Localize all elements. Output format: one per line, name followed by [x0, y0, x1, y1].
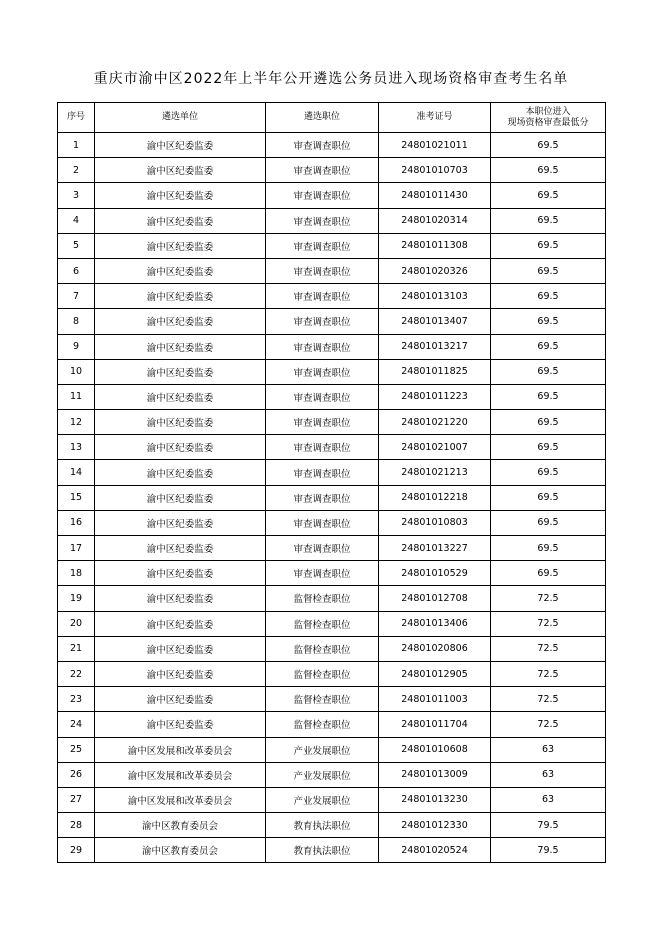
- cell-position: 审查调查职位: [266, 158, 379, 183]
- cell-unit: 渝中区纪委监委: [95, 712, 266, 737]
- cell-unit: 渝中区纪委监委: [95, 460, 266, 485]
- header-score-line2: 现场资格审查最低分: [507, 117, 589, 128]
- header-row: [58, 103, 606, 133]
- cell-score: 69.5: [491, 435, 606, 460]
- cell-ticket: 24801010529: [379, 561, 491, 586]
- cell-position: 审查调查职位: [266, 334, 379, 359]
- cell-score: 69.5: [491, 208, 606, 233]
- cell-unit: 渝中区纪委监委: [95, 233, 266, 258]
- document-title: 重庆市渝中区2022年上半年公开遴选公务员进入现场资格审查考生名单: [93, 71, 569, 87]
- cell-position: 监督检查职位: [266, 687, 379, 712]
- table-row: [58, 183, 606, 208]
- cell-ticket: 24801021220: [379, 410, 491, 435]
- cell-score: 72.5: [491, 586, 606, 611]
- cell-position: 监督检查职位: [266, 712, 379, 737]
- cell-seq: 21: [58, 636, 95, 661]
- table-row: [58, 435, 606, 460]
- cell-ticket: 24801013217: [379, 334, 491, 359]
- cell-ticket: 24801020314: [379, 208, 491, 233]
- cell-score: 63: [491, 737, 606, 762]
- table-row: [58, 208, 606, 233]
- cell-score: 72.5: [491, 687, 606, 712]
- cell-unit: 渝中区纪委监委: [95, 435, 266, 460]
- cell-unit: 渝中区纪委监委: [95, 561, 266, 586]
- cell-position: 审查调查职位: [266, 561, 379, 586]
- cell-score: 69.5: [491, 334, 606, 359]
- cell-ticket: 24801010703: [379, 158, 491, 183]
- cell-seq: 11: [58, 384, 95, 409]
- cell-unit: 渝中区纪委监委: [95, 611, 266, 636]
- cell-ticket: 24801013103: [379, 284, 491, 309]
- cell-unit: 渝中区纪委监委: [95, 284, 266, 309]
- cell-score: 69.5: [491, 359, 606, 384]
- cell-ticket: 24801020806: [379, 636, 491, 661]
- cell-seq: 15: [58, 485, 95, 510]
- table-row: [58, 712, 606, 737]
- cell-position: 审查调查职位: [266, 384, 379, 409]
- table-row: [58, 510, 606, 535]
- cell-position: 监督检查职位: [266, 611, 379, 636]
- cell-ticket: 24801011223: [379, 384, 491, 409]
- cell-ticket: 24801011430: [379, 183, 491, 208]
- cell-ticket: 24801012330: [379, 813, 491, 838]
- cell-unit: 渝中区纪委监委: [95, 636, 266, 661]
- cell-score: 79.5: [491, 838, 606, 863]
- cell-position: 审查调查职位: [266, 233, 379, 258]
- cell-position: 审查调查职位: [266, 258, 379, 283]
- cell-score: 69.5: [491, 183, 606, 208]
- cell-unit: 渝中区纪委监委: [95, 661, 266, 686]
- cell-seq: 14: [58, 460, 95, 485]
- cell-ticket: 24801012905: [379, 661, 491, 686]
- cell-unit: 渝中区纪委监委: [95, 384, 266, 409]
- cell-seq: 9: [58, 334, 95, 359]
- cell-position: 产业发展职位: [266, 737, 379, 762]
- table-row: [58, 309, 606, 334]
- cell-ticket: 24801012708: [379, 586, 491, 611]
- cell-seq: 26: [58, 762, 95, 787]
- cell-unit: 渝中区纪委监委: [95, 485, 266, 510]
- cell-seq: 29: [58, 838, 95, 863]
- table-row: [58, 661, 606, 686]
- table-row: [58, 233, 606, 258]
- cell-unit: 渝中区纪委监委: [95, 208, 266, 233]
- cell-seq: 13: [58, 435, 95, 460]
- cell-seq: 3: [58, 183, 95, 208]
- cell-position: 审查调查职位: [266, 359, 379, 384]
- cell-position: 教育执法职位: [266, 813, 379, 838]
- table-row: [58, 737, 606, 762]
- cell-unit: 渝中区纪委监委: [95, 258, 266, 283]
- cell-seq: 22: [58, 661, 95, 686]
- cell-position: 审查调查职位: [266, 510, 379, 535]
- header-seq: 序号: [58, 103, 95, 133]
- cell-unit: 渝中区教育委员会: [95, 813, 266, 838]
- cell-ticket: 24801021007: [379, 435, 491, 460]
- cell-seq: 18: [58, 561, 95, 586]
- cell-position: 监督检查职位: [266, 586, 379, 611]
- cell-unit: 渝中区纪委监委: [95, 359, 266, 384]
- cell-unit: 渝中区发展和改革委员会: [95, 762, 266, 787]
- cell-unit: 渝中区纪委监委: [95, 133, 266, 158]
- cell-position: 审查调查职位: [266, 208, 379, 233]
- cell-ticket: 24801011308: [379, 233, 491, 258]
- table-row: [58, 687, 606, 712]
- cell-seq: 1: [58, 133, 95, 158]
- table-row: [58, 133, 606, 158]
- header-position: 遴选职位: [266, 103, 379, 133]
- table-row: [58, 359, 606, 384]
- cell-score: 69.5: [491, 536, 606, 561]
- table-row: [58, 158, 606, 183]
- table-row: [58, 838, 606, 863]
- table-row: [58, 813, 606, 838]
- cell-seq: 17: [58, 536, 95, 561]
- cell-seq: 19: [58, 586, 95, 611]
- cell-score: 72.5: [491, 611, 606, 636]
- cell-position: 教育执法职位: [266, 838, 379, 863]
- cell-unit: 渝中区纪委监委: [95, 309, 266, 334]
- cell-unit: 渝中区教育委员会: [95, 838, 266, 863]
- cell-ticket: 24801021011: [379, 133, 491, 158]
- cell-position: 审查调查职位: [266, 485, 379, 510]
- cell-unit: 渝中区纪委监委: [95, 158, 266, 183]
- header-score: [491, 103, 606, 133]
- cell-seq: 25: [58, 737, 95, 762]
- cell-position: 审查调查职位: [266, 435, 379, 460]
- cell-seq: 7: [58, 284, 95, 309]
- cell-seq: 20: [58, 611, 95, 636]
- cell-seq: 6: [58, 258, 95, 283]
- cell-seq: 10: [58, 359, 95, 384]
- header-ticket: 准考证号: [379, 103, 491, 133]
- cell-ticket: 24801011003: [379, 687, 491, 712]
- cell-position: 产业发展职位: [266, 762, 379, 787]
- header-unit: 遴选单位: [95, 103, 266, 133]
- cell-position: 审查调查职位: [266, 536, 379, 561]
- cell-score: 69.5: [491, 233, 606, 258]
- cell-seq: 2: [58, 158, 95, 183]
- table-row: [58, 536, 606, 561]
- cell-ticket: 24801011825: [379, 359, 491, 384]
- table-row: [58, 636, 606, 661]
- table-row: [58, 384, 606, 409]
- cell-unit: 渝中区纪委监委: [95, 410, 266, 435]
- cell-score: 69.5: [491, 485, 606, 510]
- table-row: [58, 787, 606, 812]
- cell-unit: 渝中区纪委监委: [95, 334, 266, 359]
- cell-ticket: 24801010608: [379, 737, 491, 762]
- cell-score: 69.5: [491, 410, 606, 435]
- cell-score: 72.5: [491, 661, 606, 686]
- cell-seq: 27: [58, 787, 95, 812]
- cell-score: 69.5: [491, 561, 606, 586]
- cell-position: 审查调查职位: [266, 309, 379, 334]
- cell-ticket: 24801020524: [379, 838, 491, 863]
- cell-score: 69.5: [491, 158, 606, 183]
- cell-score: 79.5: [491, 813, 606, 838]
- cell-score: 69.5: [491, 258, 606, 283]
- cell-ticket: 24801013407: [379, 309, 491, 334]
- table-row: [58, 334, 606, 359]
- cell-score: 69.5: [491, 384, 606, 409]
- cell-score: 72.5: [491, 712, 606, 737]
- cell-seq: 8: [58, 309, 95, 334]
- cell-score: 69.5: [491, 284, 606, 309]
- cell-position: 审查调查职位: [266, 133, 379, 158]
- cell-position: 审查调查职位: [266, 284, 379, 309]
- cell-score: 69.5: [491, 309, 606, 334]
- cell-position: 审查调查职位: [266, 183, 379, 208]
- header-score-line1: 本职位进入: [525, 106, 571, 117]
- cell-seq: 12: [58, 410, 95, 435]
- cell-score: 72.5: [491, 636, 606, 661]
- cell-ticket: 24801011704: [379, 712, 491, 737]
- cell-ticket: 24801013406: [379, 611, 491, 636]
- cell-seq: 16: [58, 510, 95, 535]
- cell-unit: 渝中区纪委监委: [95, 687, 266, 712]
- table-row: [58, 410, 606, 435]
- cell-score: 63: [491, 787, 606, 812]
- cell-ticket: 24801013009: [379, 762, 491, 787]
- cell-unit: 渝中区发展和改革委员会: [95, 737, 266, 762]
- table-row: [58, 284, 606, 309]
- table-row: [58, 762, 606, 787]
- cell-score: 69.5: [491, 133, 606, 158]
- cell-ticket: 24801013227: [379, 536, 491, 561]
- cell-position: 审查调查职位: [266, 460, 379, 485]
- cell-seq: 23: [58, 687, 95, 712]
- cell-position: 监督检查职位: [266, 661, 379, 686]
- cell-ticket: 24801010803: [379, 510, 491, 535]
- cell-position: 审查调查职位: [266, 410, 379, 435]
- table-row: [58, 561, 606, 586]
- table-row: [58, 611, 606, 636]
- cell-position: 监督检查职位: [266, 636, 379, 661]
- cell-unit: 渝中区纪委监委: [95, 536, 266, 561]
- cell-ticket: 24801012218: [379, 485, 491, 510]
- cell-unit: 渝中区发展和改革委员会: [95, 787, 266, 812]
- cell-position: 产业发展职位: [266, 787, 379, 812]
- cell-seq: 24: [58, 712, 95, 737]
- table-row: [58, 460, 606, 485]
- cell-seq: 4: [58, 208, 95, 233]
- cell-ticket: 24801013230: [379, 787, 491, 812]
- cell-seq: 5: [58, 233, 95, 258]
- candidate-table: [57, 102, 606, 863]
- table-row: [58, 258, 606, 283]
- cell-score: 69.5: [491, 510, 606, 535]
- cell-unit: 渝中区纪委监委: [95, 586, 266, 611]
- table-row: [58, 485, 606, 510]
- cell-ticket: 24801021213: [379, 460, 491, 485]
- cell-score: 69.5: [491, 460, 606, 485]
- cell-unit: 渝中区纪委监委: [95, 183, 266, 208]
- table-header: [58, 103, 606, 133]
- cell-score: 63: [491, 762, 606, 787]
- cell-seq: 28: [58, 813, 95, 838]
- cell-unit: 渝中区纪委监委: [95, 510, 266, 535]
- table-body: [58, 133, 606, 863]
- cell-ticket: 24801020326: [379, 258, 491, 283]
- table-row: [58, 586, 606, 611]
